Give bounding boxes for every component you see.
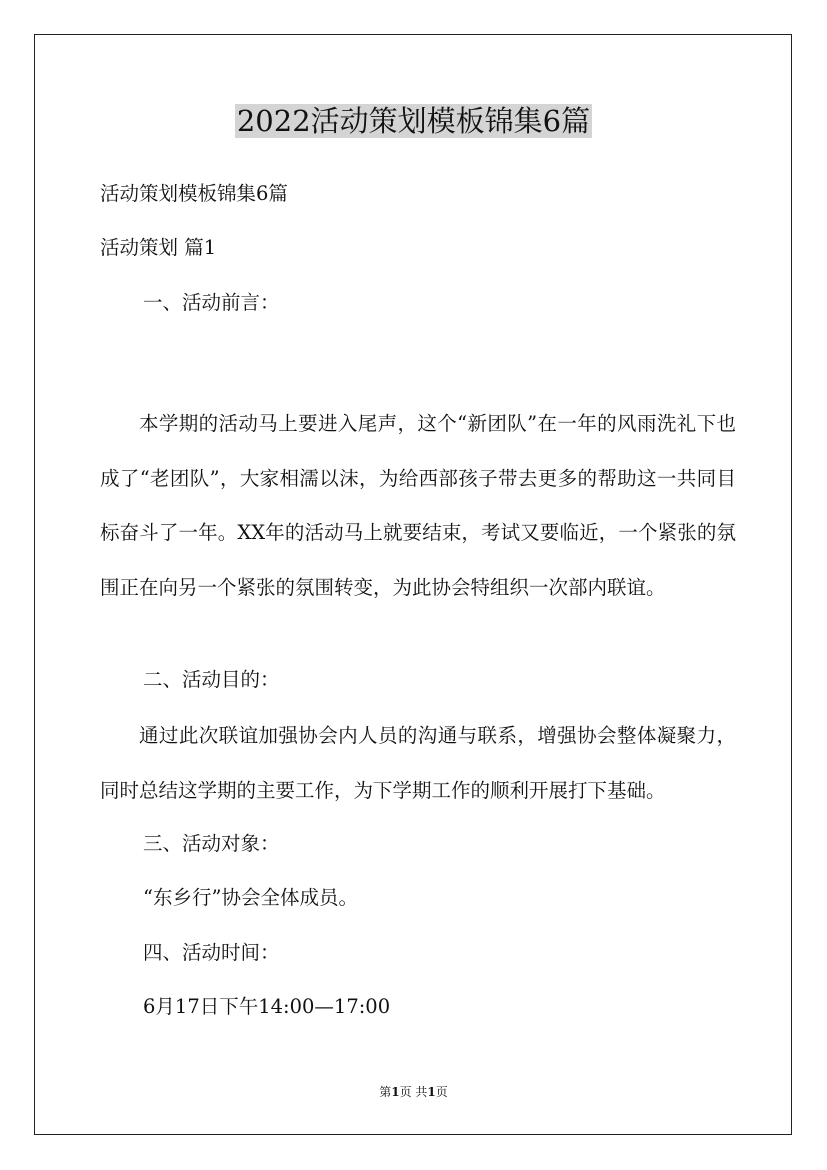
paragraph-participants: “东乡行”协会全体成员。 — [143, 886, 358, 909]
paragraph-time: 6月17日下午14:00—17:00 — [143, 995, 391, 1018]
heading-purpose: 二、活动目的： — [143, 668, 280, 691]
paragraph-preface: 本学期的活动马上要进入尾声，这个“新团队”在一年的风雨洗礼下也成了“老团队”，大家相濡以沫，为给西部孩子带去更多的帮助这一共同目标奋斗了一年。XX年的活动马上就要结束，考试又要临近，一个紧张的氛围正在向另一个紧张的氛围转变，为此协会特组织一次部内联谊。 — [100, 412, 736, 599]
footer-page-total: 1 — [427, 1085, 436, 1099]
document-title-text: 2022活动策划模板锦集6篇 — [236, 104, 591, 138]
document-subtitle: 活动策划模板锦集6篇 — [100, 182, 288, 205]
heading-participants: 三、活动对象： — [143, 832, 280, 855]
document-title — [0, 100, 827, 142]
section-heading: 活动策划 篇1 — [100, 236, 217, 259]
heading-time: 四、活动时间： — [143, 941, 280, 964]
footer-suffix: 页 — [435, 1085, 448, 1099]
paragraph-purpose: 通过此次联谊加强协会内人员的沟通与联系，增强协会整体凝聚力，同时总结这学期的主要工作，为下学期工作的顺利开展打下基础。 — [100, 724, 736, 802]
footer-prefix: 第 — [379, 1085, 392, 1099]
footer-page-current: 1 — [391, 1085, 400, 1099]
footer-mid: 页 共 — [399, 1085, 428, 1099]
heading-preface: 一、活动前言： — [143, 291, 280, 314]
page-footer — [0, 1083, 827, 1101]
